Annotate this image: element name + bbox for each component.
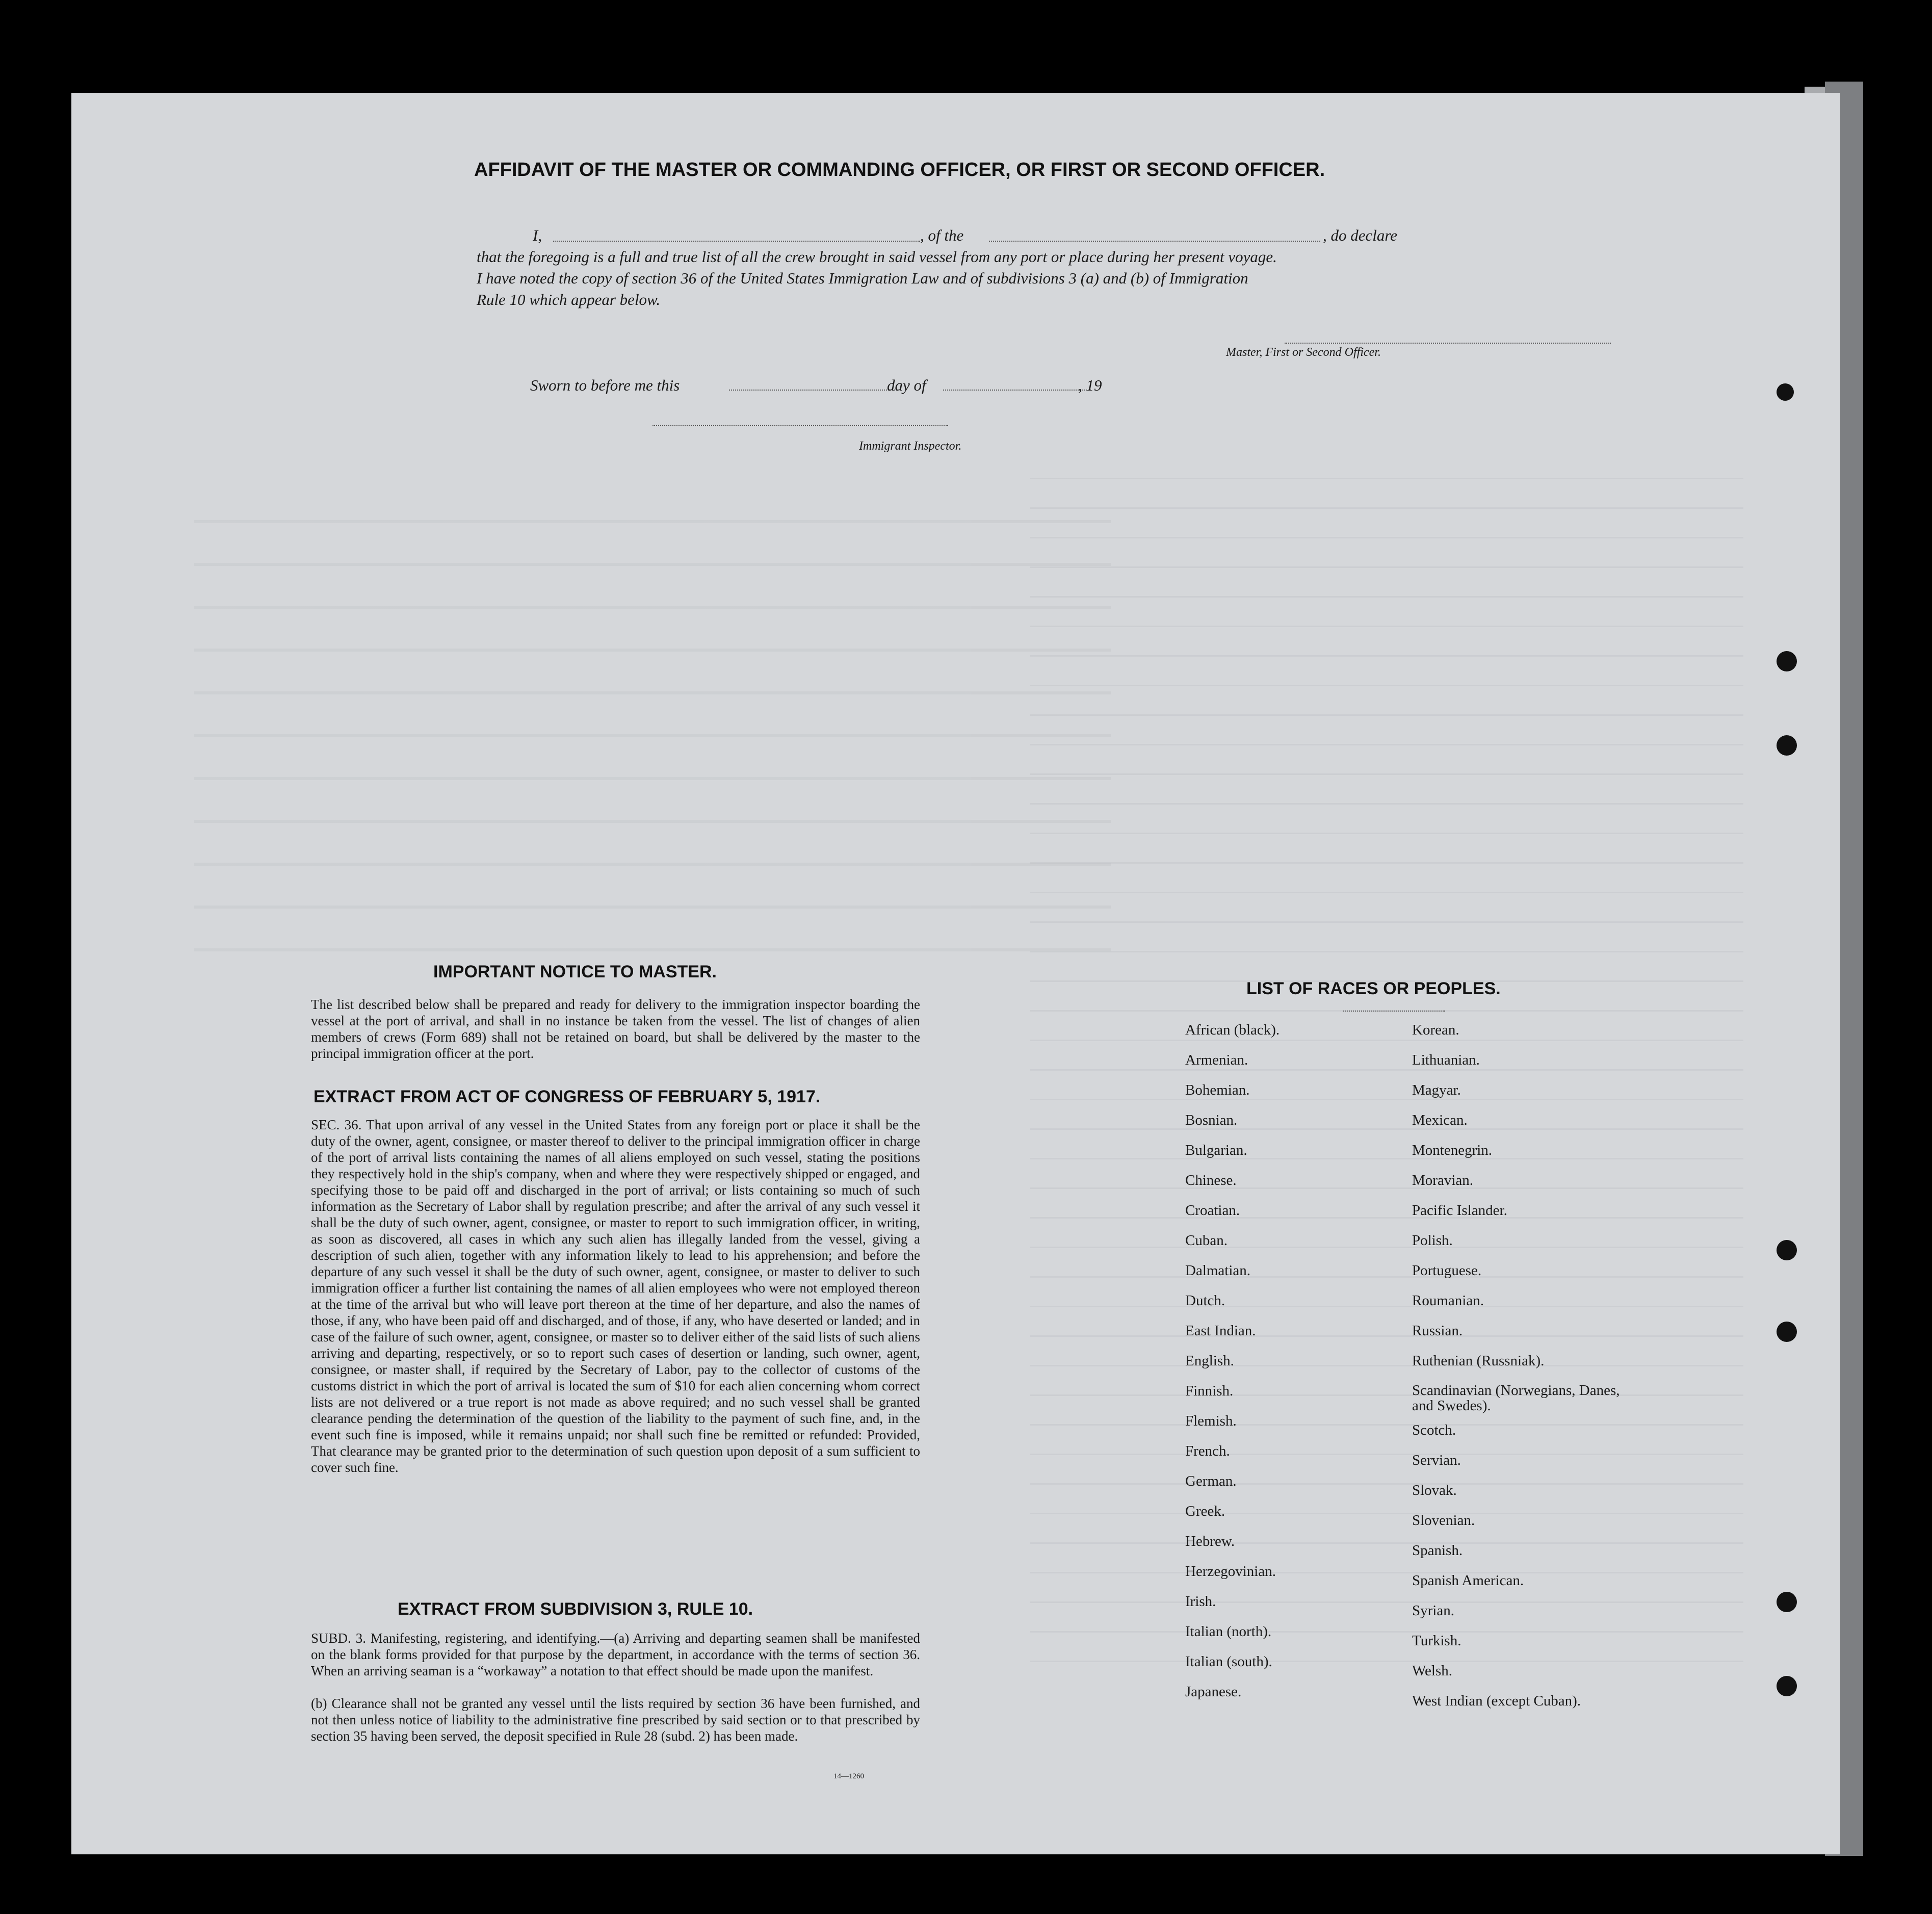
vessel-name-line (989, 241, 1320, 242)
affidavit-title: AFFIDAVIT OF THE MASTER OR COMMANDING OFFICER, OR FIRST OR SECOND OFFICER. (474, 159, 1325, 180)
race-item: Syrian. (1412, 1602, 1454, 1619)
race-item: Dutch. (1185, 1292, 1225, 1309)
race-item: Moravian. (1412, 1172, 1473, 1188)
sworn-month-line (943, 390, 1091, 391)
races-title-rule (1343, 1011, 1445, 1012)
race-item: Bohemian. (1185, 1082, 1250, 1098)
extract-rule-body-b: (b) Clearance shall not be granted any vessel until the lists required by section 36 have been furnished, and not then unless notice of liability to the administrative fine prescribed by said section or to that prescribed by section 35 having been served, the deposit specified in Rule 28 (subd. 2) has been made. (311, 1696, 920, 1744)
races-title: LIST OF RACES OR PEOPLES. (1246, 979, 1501, 998)
extract-rule-body-a: SUBD. 3. Manifesting, registering, and identifying.—(a) Arriving and departing seamen shall be manifested on the blank forms provided for that purpose by the department, in accordance with the terms of section 36. When an arriving seaman is a “workaway” a notation to that effect should be made upon the manifest. (311, 1631, 920, 1678)
race-item: Croatian. (1185, 1202, 1240, 1219)
race-item: Bulgarian. (1185, 1142, 1247, 1158)
affidavit-line4: Rule 10 which appear below. (477, 291, 661, 308)
binder-hole (1777, 651, 1797, 671)
race-item: Finnish. (1185, 1383, 1234, 1399)
notice-title: IMPORTANT NOTICE TO MASTER. (433, 962, 717, 981)
race-item: German. (1185, 1473, 1237, 1489)
extract-act-body: SEC. 36. That upon arrival of any vessel in the United States from any foreign port or place it shall be the duty of the owner, agent, consignee, or master thereof to deliver to the principal immigration officer in charge of the port of arrival lists containing the names of all aliens employed on such vessel, stating the positions they respectively hold in the ship's company, when and where they were respectively shipped or engaged, and specifying those to be paid off and discharged in the port of arrival; or lists containing so much of such information as the Secretary of Labor shall by regulation prescribe; and after the arrival of any such vessel it shall be the duty of such owner, agent, consignee, or master to report to such immigration officer, in writing, as soon as discovered, all cases in which any such alien has illegally landed from the vessel, giving a description of such alien, together with any information likely to lead to his apprehension; and before the departure of any such vessel it shall be the duty of such owner, agent, consignee, or master to deliver to such immigration officer a further list containing the names of all alien employees who were not employed thereon at the time of the arrival but who will leave port thereon at the time of her departure, and also the names of those, if any, who have been paid off and discharged, and of those, if any, who have deserted or landed; and in case of the failure of such owner, agent, consignee, or master so to deliver either of the said lists of such aliens arriving and departing, respectively, or so to report such cases of desertion or landing, such owner, agent, consignee, or master shall, if required by the Secretary of Labor, pay to the collector of customs of the customs district in which the port of arrival is located the sum of $10 for each alien concerning whom correct lists are not delivered or a true report is not made as above required; and no such vessel shall be granted clearance pending the determination of the question of the liability to the payment of such fine, and, in the event such fine is imposed, while it remains unpaid; nor shall such fine be remitted or refunded: Provided, That clearance may be granted prior to the determination of such question upon deposit of a sum sufficient to cover such fine. (311, 1117, 920, 1475)
race-item: Slovak. (1412, 1482, 1457, 1498)
affidavit-line3: I have noted the copy of section 36 of the United States Immigration Law and of subdivisions 3 (a) and (b) of Immigration (477, 269, 1248, 287)
race-item: Polish. (1412, 1232, 1453, 1249)
race-item: Montenegrin. (1412, 1142, 1493, 1158)
document-page (71, 93, 1840, 1854)
race-item: Hebrew. (1185, 1533, 1235, 1549)
race-item: Servian. (1412, 1452, 1461, 1468)
affidavit-of-the: , of the (920, 226, 964, 244)
race-item: Chinese. (1185, 1172, 1237, 1188)
affidavit-line2: that the foregoing is a full and true list of all the crew brought in said vessel from any port or place during her present voyage. (477, 248, 1277, 266)
bleed-through (71, 93, 1840, 1854)
race-item: Korean. (1412, 1022, 1459, 1038)
race-item: Magyar. (1412, 1082, 1461, 1098)
binder-hole (1777, 1592, 1797, 1612)
binder-hole (1777, 1676, 1797, 1696)
binder-hole (1777, 1322, 1797, 1342)
race-item: Flemish. (1185, 1413, 1237, 1429)
race-item: Herzegovinian. (1185, 1563, 1276, 1580)
race-item: Scotch. (1412, 1422, 1456, 1438)
extract-rule-title: EXTRACT FROM SUBDIVISION 3, RULE 10. (398, 1599, 753, 1619)
race-item: Roumanian. (1412, 1292, 1484, 1309)
binder-hole (1777, 735, 1797, 756)
race-item: Japanese. (1185, 1684, 1242, 1700)
race-item: Slovenian. (1412, 1512, 1475, 1529)
race-item: Irish. (1185, 1593, 1216, 1610)
inspector-caption: Immigrant Inspector. (859, 439, 962, 453)
race-item: Russian. (1412, 1323, 1463, 1339)
race-item: English. (1185, 1353, 1234, 1369)
race-item: Welsh. (1412, 1663, 1453, 1679)
race-item: Portuguese. (1412, 1262, 1482, 1279)
master-caption: Master, First or Second Officer. (1226, 346, 1381, 359)
race-item: East Indian. (1185, 1323, 1256, 1339)
inspector-signature-line (652, 425, 948, 426)
day-of-text: day of (887, 376, 926, 394)
affidavit-declare: , do declare (1323, 226, 1398, 244)
race-item: African (black). (1185, 1022, 1280, 1038)
race-item: Armenian. (1185, 1052, 1248, 1068)
sworn-day-line (729, 390, 897, 391)
notice-body: The list described below shall be prepared and ready for delivery to the immigration inspector boarding the vessel at the port of arrival, and shall in no instance be taken from the vessel. The list of changes of alien members of crews (Form 689) shall not be retained on board, but shall be delivered by the master to the principal immigration officer at the port. (311, 997, 920, 1061)
race-item: Bosnian. (1185, 1112, 1238, 1128)
race-item: French. (1185, 1443, 1230, 1459)
race-item: Ruthenian (Russniak). (1412, 1353, 1545, 1369)
affidavit-i: I, (533, 226, 542, 244)
binder-hole (1777, 1240, 1797, 1260)
extract-act-title: EXTRACT FROM ACT OF CONGRESS OF FEBRUARY 5, 1917. (314, 1087, 821, 1106)
race-item: Spanish American. (1412, 1572, 1524, 1589)
master-name-line (553, 241, 920, 242)
race-item: Pacific Islander. (1412, 1202, 1507, 1219)
sworn-text: Sworn to before me this (530, 376, 680, 394)
race-item: Lithuanian. (1412, 1052, 1480, 1068)
race-item: Mexican. (1412, 1112, 1468, 1128)
race-item: Scandinavian (Norwegians, Danes, and Swedes). (1412, 1382, 1620, 1414)
binder-hole (1777, 383, 1794, 401)
race-item: Dalmatian. (1185, 1262, 1251, 1279)
race-item: Italian (north). (1185, 1623, 1272, 1640)
race-item: Italian (south). (1185, 1653, 1272, 1670)
race-item: Greek. (1185, 1503, 1225, 1519)
form-number: 14—1260 (833, 1772, 864, 1780)
race-item: Turkish. (1412, 1633, 1461, 1649)
race-item: West Indian (except Cuban). (1412, 1693, 1581, 1709)
master-signature-line (1285, 343, 1611, 344)
year-text: , 19 (1078, 376, 1102, 394)
race-item: Spanish. (1412, 1542, 1463, 1559)
race-item: Cuban. (1185, 1232, 1228, 1249)
